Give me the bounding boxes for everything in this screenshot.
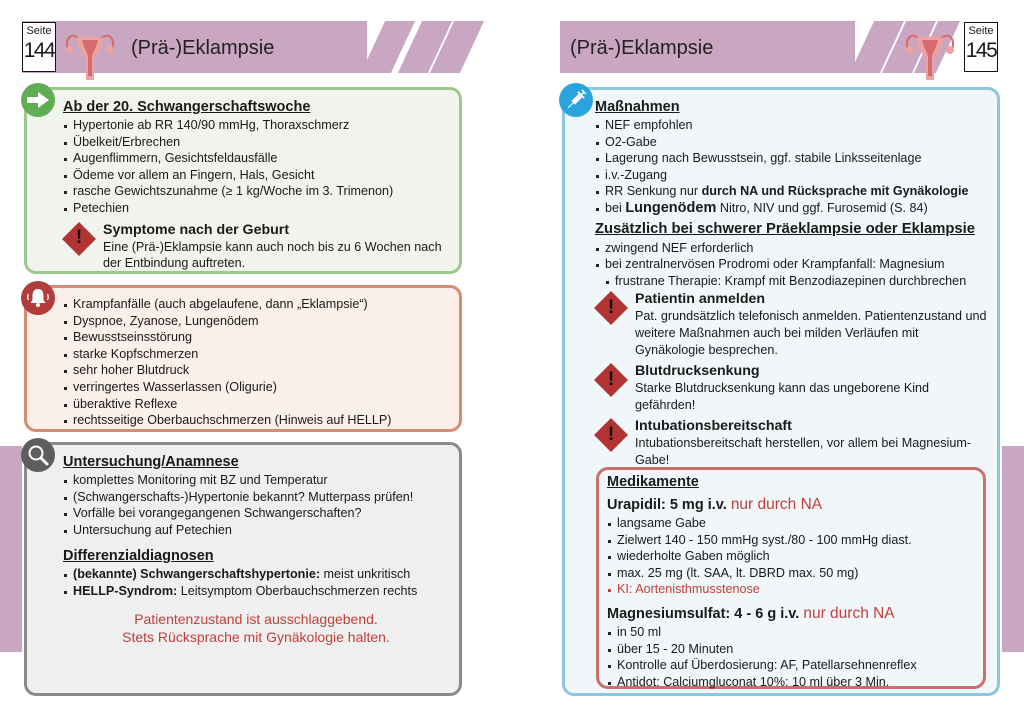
list-item: komplettes Monitoring mit BZ und Temperatur — [63, 472, 449, 489]
page-number: 145 — [965, 39, 997, 62]
warning-text: Intubationsbereitschaft herstellen, vor allem bei Magnesium-Gabe! — [635, 436, 972, 467]
list-item: zwingend NEF erforderlich — [595, 240, 987, 257]
warning-box — [595, 418, 987, 468]
magnifier-icon — [21, 438, 55, 472]
drug-title — [607, 604, 975, 624]
severe-list — [595, 240, 987, 290]
list-item: Antidot: Calciumgluconat 10%: 10 ml über 3 Min. — [607, 674, 975, 691]
side-band-right — [1002, 446, 1024, 652]
drug-name: Urapidil: 5 mg i.v. — [607, 497, 727, 513]
list-item — [595, 183, 987, 200]
list-item: Bewusstseinsstörung — [63, 329, 449, 346]
page-number-box — [964, 22, 998, 72]
warning-title: Symptome nach der Geburt — [103, 221, 290, 238]
drug-title — [607, 495, 975, 515]
warning-title: Patientin anmelden — [635, 291, 766, 308]
page-label: Seite — [968, 25, 994, 37]
diagnosis-name: HELLP-Syndrom: — [73, 583, 178, 598]
list-item: bei zentralnervösen Prodromi oder Krampfanfall: Magnesium — [595, 256, 987, 273]
exam-card — [24, 442, 462, 696]
list-item: max. 25 mg (lt. SAA, lt. DBRD max. 50 mg) — [607, 565, 975, 582]
item-emphasis: Lungenödem — [625, 199, 717, 216]
list-item: Ödeme vor allem an Fingern, Hals, Gesicht — [63, 167, 449, 184]
exclamation-icon: ! — [75, 227, 83, 249]
list-item: langsame Gabe — [607, 515, 975, 532]
item-text: RR Senkung nur — [605, 184, 702, 199]
side-band-left — [0, 446, 22, 652]
warning-text: Pat. grundsätzlich telefonisch anmelden. Patientenzustand und weitere Maßnahmen auch bei milden Verläufen mit Gynäkologie besprechen. — [635, 309, 987, 357]
list-item: in 50 ml — [607, 624, 975, 641]
note-line: Stets Rücksprache mit Gynäkologie halten. — [122, 628, 390, 645]
list-item: Zielwert 140 - 150 mmHg syst./80 - 100 mmHg diast. — [607, 532, 975, 549]
item-text: bei — [605, 200, 626, 215]
drug-notes — [607, 624, 975, 690]
symptoms-card — [24, 87, 462, 274]
list-item: Hypertonie ab RR 140/90 mmHg, Thoraxschmerz — [63, 117, 449, 134]
exclamation-icon: ! — [607, 368, 615, 390]
medications-heading: Medikamente — [607, 474, 699, 490]
measures-heading: Maßnahmen — [595, 99, 680, 115]
uterus-icon — [62, 24, 118, 82]
list-item: verringertes Wasserlassen (Oligurie) — [63, 379, 449, 396]
list-item: Übelkeit/Erbrechen — [63, 134, 449, 151]
list-item: wiederholte Gaben möglich — [607, 548, 975, 565]
syringe-icon — [559, 83, 593, 117]
note-line: Patientenzustand ist ausschlaggebend. — [134, 610, 378, 627]
list-item — [63, 583, 449, 600]
severe-heading: Zusätzlich bei schwerer Präeklampsie oder Eklampsie — [595, 220, 975, 237]
list-item: überaktive Reflexe — [63, 396, 449, 413]
list-item: Dyspnoe, Zyanose, Lungenödem — [63, 313, 449, 330]
page-title: (Prä-)Eklampsie — [570, 37, 714, 59]
uterus-icon — [902, 24, 958, 82]
drug-restriction: nur durch NA — [730, 496, 823, 513]
item-emphasis: durch NA und Rücksprache mit Gynäkologie — [701, 184, 969, 199]
alarm-signs-list — [63, 296, 449, 429]
measures-list — [595, 117, 987, 217]
item-text: Nitro, NIV und ggf. Furosemid (S. 84) — [716, 200, 928, 215]
list-item: Krampfanfälle (auch abgelaufene, dann „Eklampsie“) — [63, 296, 449, 313]
exclamation-icon: ! — [607, 424, 615, 446]
list-item — [63, 566, 449, 583]
warning-text: Eine (Prä-)Eklampsie kann auch noch bis zu 6 Wochen nach der Entbindung auftreten. — [103, 239, 442, 271]
page-title: (Prä-)Eklampsie — [131, 37, 275, 59]
list-item: rasche Gewichtszunahme (≥ 1 kg/Woche im 3. Trimenon) — [63, 183, 449, 200]
list-item: NEF empfohlen — [595, 117, 987, 134]
warning-text: Starke Blutdrucksenkung kann das ungeborene Kind gefährden! — [635, 381, 930, 412]
differential-heading: Differenzialdiagnosen — [63, 548, 214, 565]
warning-title: Intubationsbereitschaft — [635, 418, 792, 435]
list-item: Augenflimmern, Gesichtsfeldausfälle — [63, 150, 449, 167]
list-item: (Schwangerschafts-)Hypertonie bekannt? Mutterpass prüfen! — [63, 489, 449, 506]
symptoms-heading: Ab der 20. Schwangerschaftswoche — [63, 99, 311, 115]
contraindication: KI: Aortenisthmusstenose — [607, 581, 975, 598]
symptoms-list — [63, 117, 449, 217]
arrow-right-icon — [21, 83, 55, 117]
drug-restriction: nur durch NA — [803, 604, 895, 622]
list-item: Lagerung nach Bewusstsein, ggf. stabile Linksseitenlage — [595, 150, 987, 167]
page-number: 144 — [23, 39, 55, 62]
list-item: Vorfälle bei vorangegangenen Schwangerschaften? — [63, 505, 449, 522]
list-item: sehr hoher Blutdruck — [63, 362, 449, 379]
diagnosis-note: meist unkritisch — [320, 567, 411, 582]
list-item: Kontrolle auf Überdosierung: AF, Patellarsehnenreflex — [607, 657, 975, 674]
exam-heading: Untersuchung/Anamnese — [63, 454, 239, 470]
drug-name: Magnesiumsulfat: 4 - 6 g i.v. — [607, 605, 800, 622]
list-item — [595, 200, 987, 217]
exam-list — [63, 472, 449, 538]
list-item: O2-Gabe — [595, 134, 987, 151]
alarm-bell-icon — [21, 281, 55, 315]
differential-list — [63, 566, 449, 599]
alarm-signs-card — [24, 285, 462, 432]
warning-title: Blutdrucksenkung — [635, 363, 760, 380]
medications-card — [596, 467, 986, 689]
list-item: i.v.-Zugang — [595, 167, 987, 184]
list-item: starke Kopfschmerzen — [63, 346, 449, 363]
list-item: Untersuchung auf Petechien — [63, 522, 449, 539]
drug-notes — [607, 515, 975, 598]
page-number-box — [22, 22, 56, 72]
exclamation-icon: ! — [607, 297, 615, 319]
diagnosis-name: (bekannte) Schwangerschaftshypertonie: — [73, 567, 321, 582]
list-item: Petechien — [63, 200, 449, 217]
list-item: rechtsseitige Oberbauchschmerzen (Hinweis auf HELLP) — [63, 412, 449, 429]
page-label: Seite — [26, 25, 52, 37]
list-item: über 15 - 20 Minuten — [607, 641, 975, 658]
warning-box — [63, 222, 449, 272]
important-note — [63, 610, 449, 646]
warning-box — [595, 363, 987, 413]
sub-list-item: frustrane Therapie: Krampf mit Benzodiazepinen durchbrechen — [605, 273, 987, 290]
diagnosis-note: Leitsymptom Oberbauchschmerzen rechts — [177, 583, 418, 598]
warning-box — [595, 291, 987, 358]
